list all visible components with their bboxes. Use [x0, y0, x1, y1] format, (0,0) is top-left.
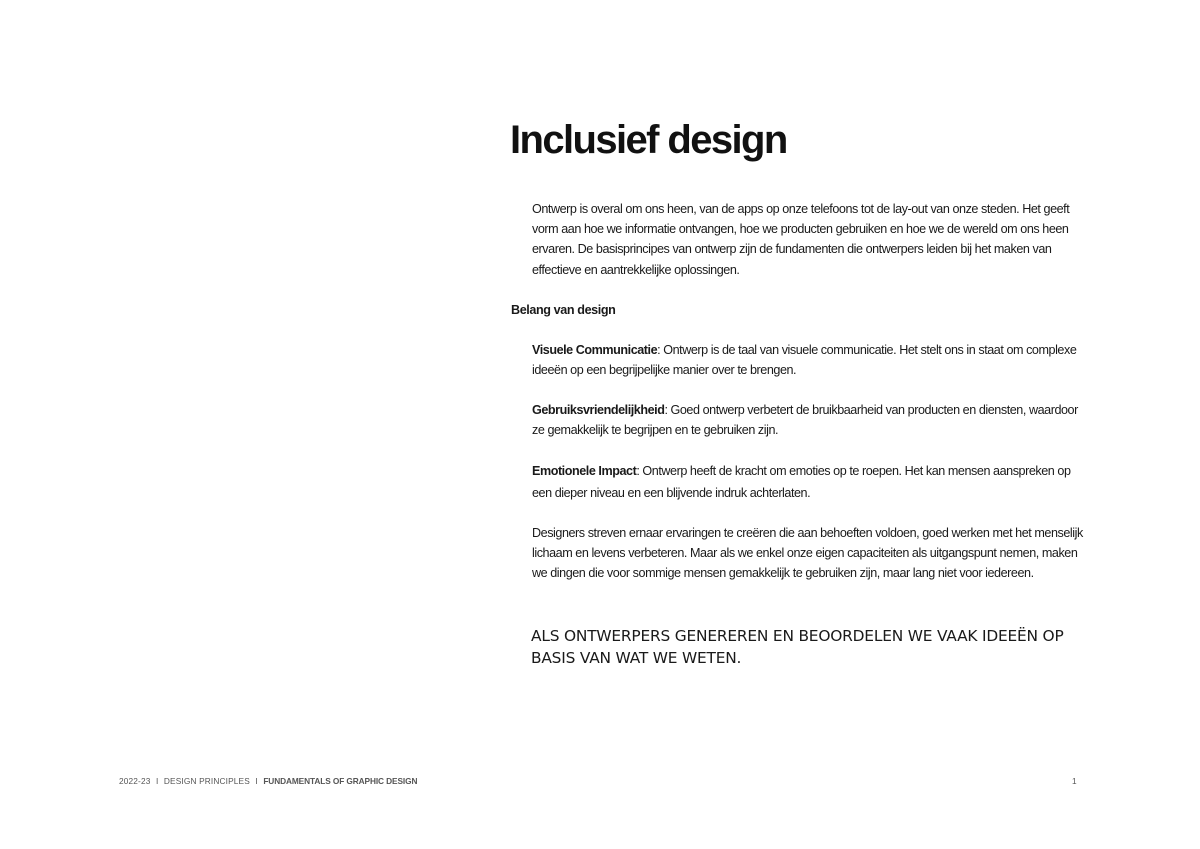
point-text: : Ontwerp is de taal van visuele communicatie. Het stelt ons in staat om complexe ideeën op een begrijpelijke manier over te brengen.	[532, 343, 1077, 378]
point-term: Gebruiksvriendelijkheid	[532, 403, 665, 417]
point-text: : Goed ontwerp verbetert de bruikbaarheid van producten en diensten, waardoor ze gemakkelijk te begrijpen en te gebruiken zijn.	[532, 403, 1078, 438]
section-heading: Belang van design	[511, 303, 616, 317]
point-term: Emotionele Impact	[532, 464, 637, 478]
page-footer	[119, 775, 417, 787]
footer-separator: I	[155, 776, 159, 786]
intro-paragraph: Ontwerp is overal om ons heen, van de apps op onze telefoons tot de lay-out van onze steden. Het geeft vorm aan hoe we informatie ontvangen, hoe we producten gebruiken en hoe we de wereld om ons heen ervaren. De basisprincipes van ontwerp zijn de fundamenten die ontwerpers leiden bij het maken van effectieve en aantrekkelijke oplossingen.	[532, 202, 1070, 277]
point-visual-communication	[532, 340, 1092, 380]
pull-quote: ALS ONTWERPERS GENEREREN EN BEOORDELEN WE VAAK IDEEËN OP BASIS VAN WAT WE WETEN.	[531, 627, 1064, 667]
footer-separator: I	[255, 776, 258, 786]
page-number: 1	[1072, 776, 1077, 786]
footer-course: DESIGN PRINCIPLES	[163, 776, 250, 786]
footer-year: 2022-23	[119, 776, 151, 786]
point-usability	[532, 400, 1092, 440]
designers-paragraph: Designers streven ernaar ervaringen te creëren die aan behoeften voldoen, goed werken met het menselijk lichaam en levens verbeteren. Maar als we enkel onze eigen capaciteiten als uitgangspunt nemen, maken we dingen die voor sommige mensen gemakkelijk te gebruiken zijn, maar lang niet voor iedereen.	[532, 526, 1083, 581]
footer-module: FUNDAMENTALS OF GRAPHIC DESIGN	[263, 776, 418, 786]
point-text: : Ontwerp heeft de kracht om emoties op te roepen. Het kan mensen aanspreken op een dieper niveau en een blijvende indruk achterlaten.	[532, 464, 1071, 500]
point-emotional-impact	[532, 460, 1092, 504]
page-title: Inclusief design	[510, 118, 787, 162]
point-term: Visuele Communicatie	[532, 343, 658, 357]
